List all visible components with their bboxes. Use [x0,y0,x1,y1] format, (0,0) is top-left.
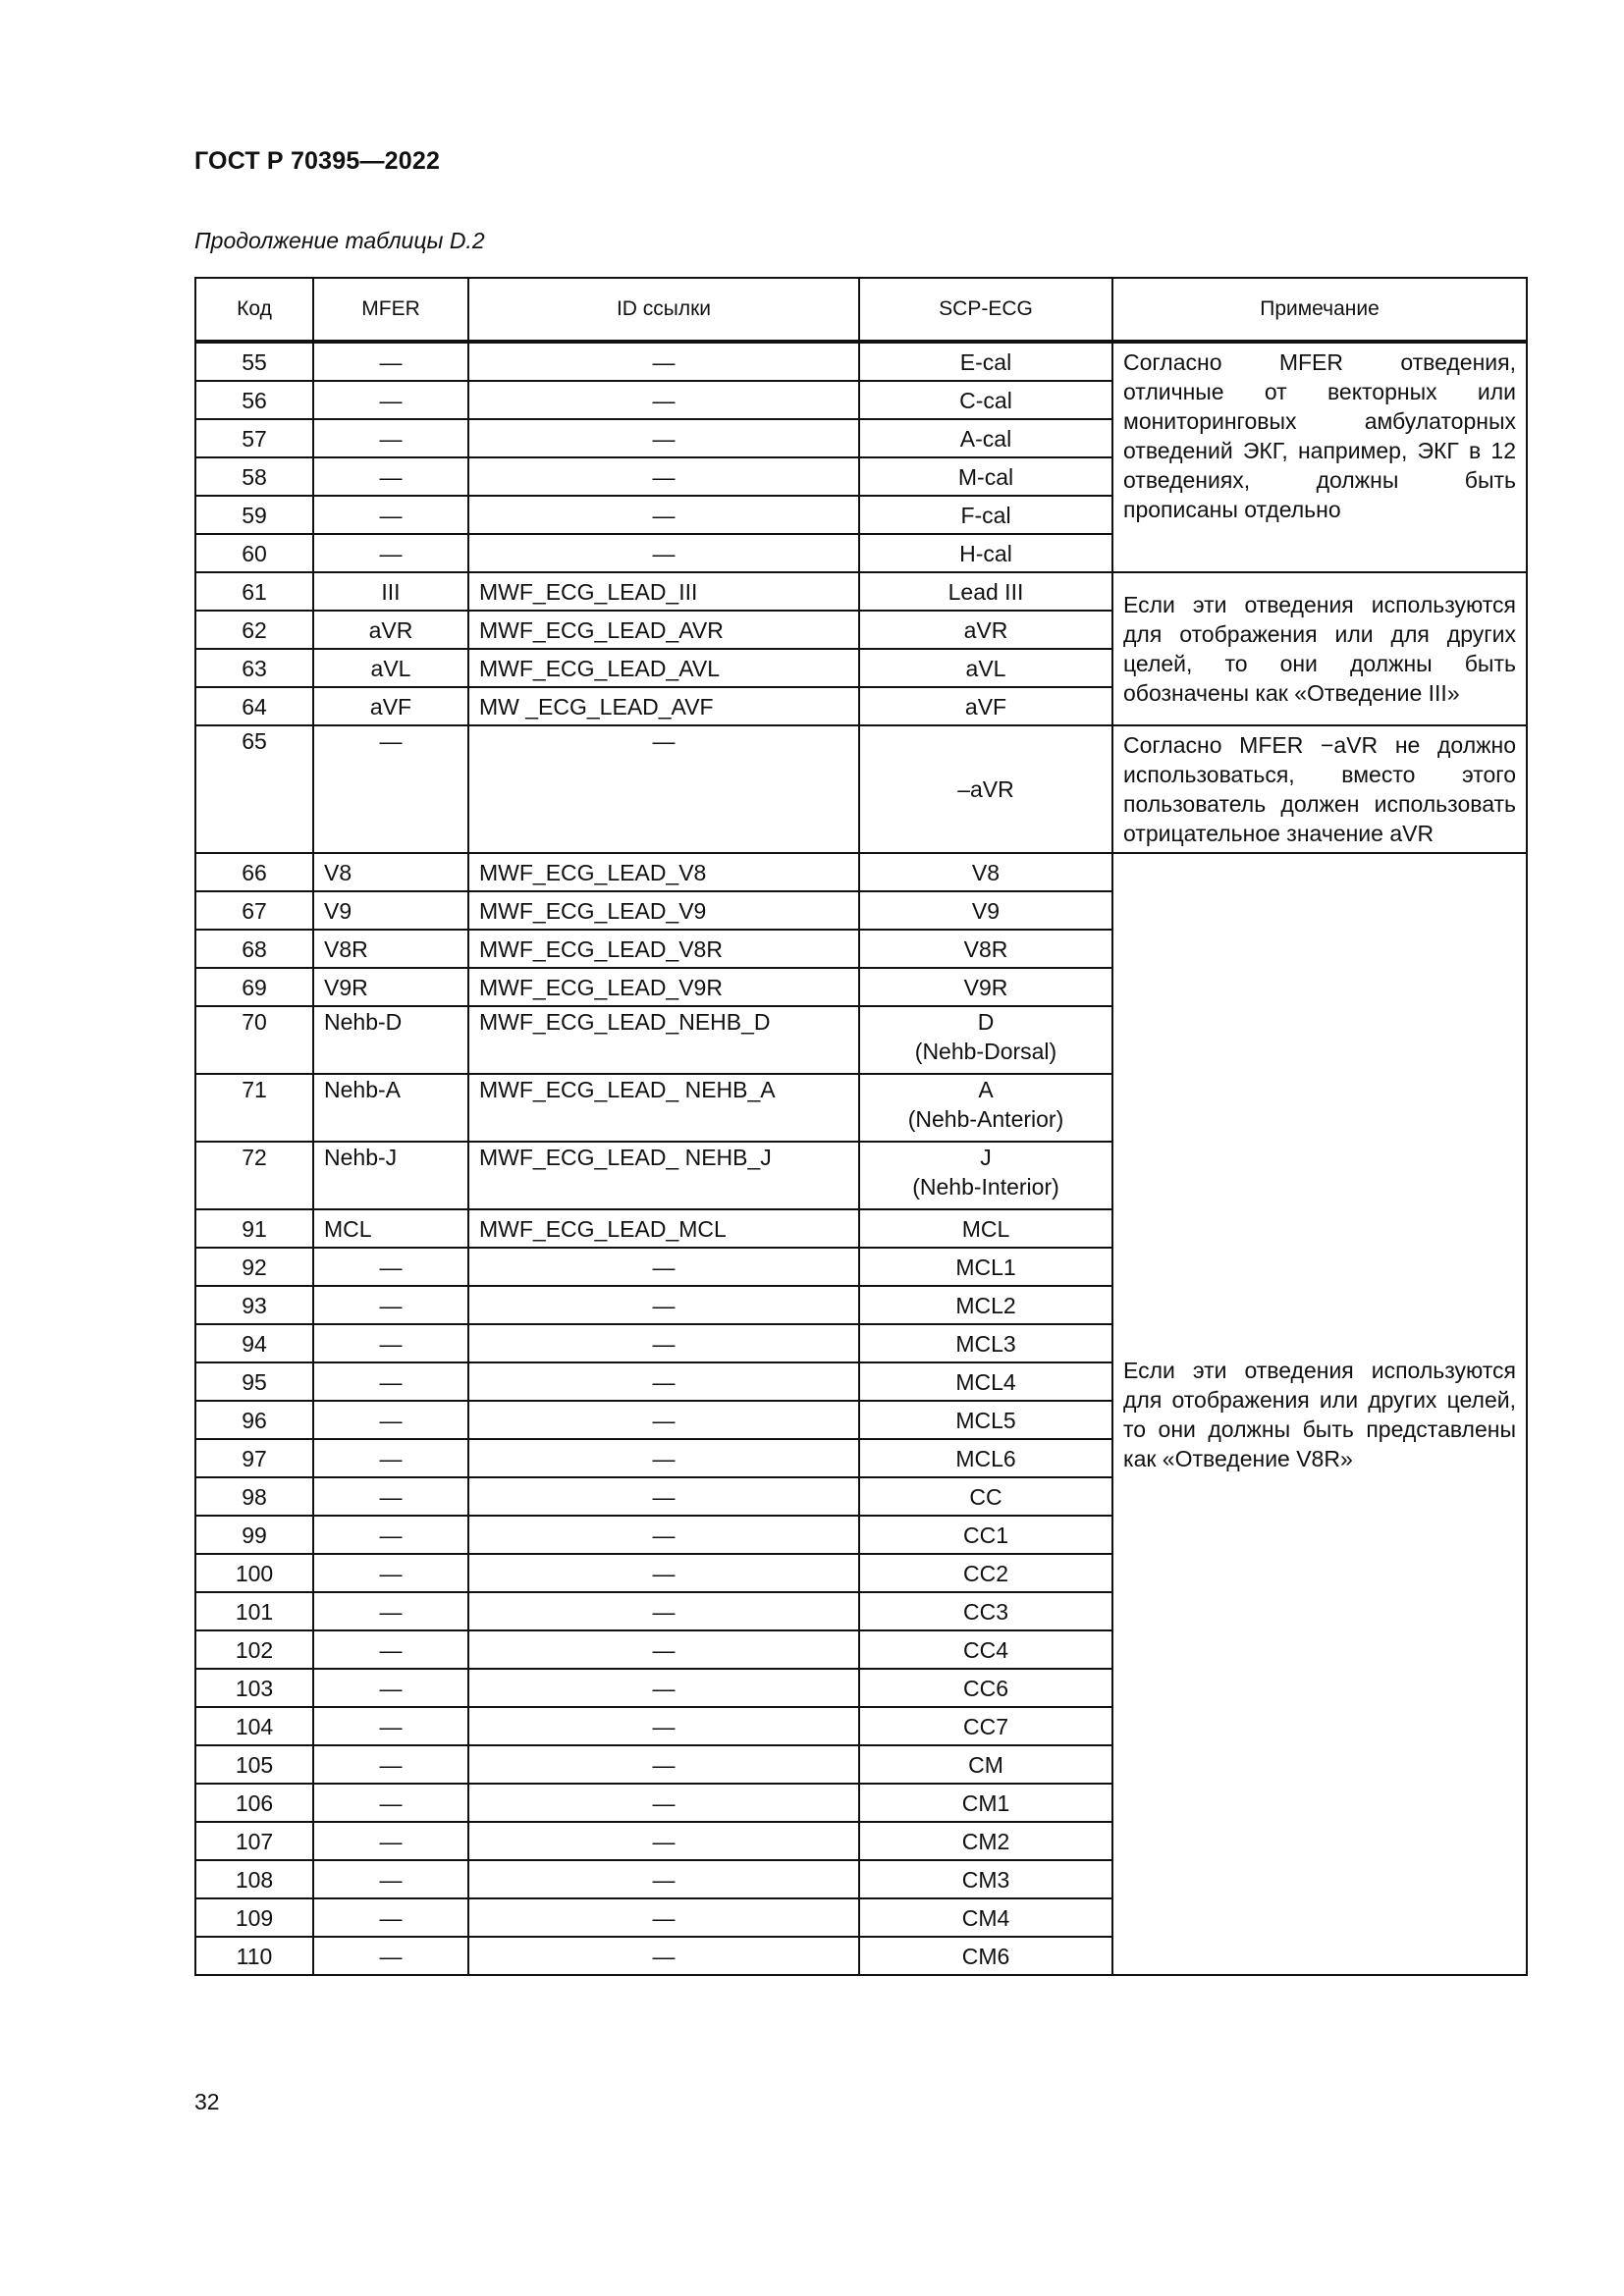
cell-mfer: — [313,725,468,853]
cell-code: 60 [195,534,313,572]
cell-code: 55 [195,342,313,381]
cell-id-reference: MWF_ECG_LEAD_AVL [468,649,859,687]
cell-id-reference: MWF_ECG_LEAD_ NEHB_J [468,1142,859,1209]
cell-id-reference: MWF_ECG_LEAD_AVR [468,611,859,649]
cell-code: 66 [195,853,313,891]
cell-mfer: — [313,1554,468,1592]
cell-code: 97 [195,1439,313,1477]
cell-scp-ecg: CC3 [859,1592,1112,1630]
cell-mfer: Nehb-A [313,1074,468,1142]
cell-code: 110 [195,1937,313,1975]
cell-scp-ecg: CC6 [859,1669,1112,1707]
cell-mfer: — [313,1822,468,1860]
cell-scp-ecg: aVF [859,687,1112,725]
cell-code: 95 [195,1362,313,1401]
cell-note: Согласно MFER −aVR не должно использоваться, вместо этого пользователь должен использовать отрицательное значение aVR [1112,725,1527,853]
cell-scp-ecg: CC [859,1477,1112,1516]
table-row [195,725,1527,853]
cell-id-reference: — [468,1707,859,1745]
cell-id-reference: MWF_ECG_LEAD_ NEHB_A [468,1074,859,1142]
table-body [195,342,1527,1975]
cell-id-reference: MW _ECG_LEAD_AVF [468,687,859,725]
cell-code: 62 [195,611,313,649]
cell-scp-ecg: F-cal [859,496,1112,534]
cell-scp-ecg: CC1 [859,1516,1112,1554]
cell-code: 93 [195,1286,313,1324]
cell-mfer: aVL [313,649,468,687]
cell-mfer: — [313,1745,468,1784]
cell-scp-ecg: MCL6 [859,1439,1112,1477]
leads-table [194,277,1528,1976]
cell-mfer: V8 [313,853,468,891]
cell-mfer: — [313,1669,468,1707]
cell-scp-ecg: H-cal [859,534,1112,572]
cell-mfer: Nehb-D [313,1006,468,1074]
cell-code: 69 [195,968,313,1006]
cell-scp-ecg: V9R [859,968,1112,1006]
cell-id-reference: — [468,1439,859,1477]
cell-id-reference: MWF_ECG_LEAD_V8R [468,930,859,968]
cell-scp-ecg: E-cal [859,342,1112,381]
table-caption: Продолжение таблицы D.2 [194,228,485,253]
column-header-code: Код [195,278,313,342]
cell-scp-ecg: V8 [859,853,1112,891]
cell-code: 72 [195,1142,313,1209]
table-header-row [195,278,1527,342]
column-header-id: ID ссылки [468,278,859,342]
cell-mfer: aVR [313,611,468,649]
cell-mfer: — [313,1898,468,1937]
cell-scp-ecg: CM6 [859,1937,1112,1975]
cell-code: 61 [195,572,313,611]
cell-code: 107 [195,1822,313,1860]
cell-code: 65 [195,725,313,853]
cell-id-reference: — [468,534,859,572]
cell-id-reference: MWF_ECG_LEAD_III [468,572,859,611]
cell-scp-ecg: CM2 [859,1822,1112,1860]
cell-code: 64 [195,687,313,725]
cell-mfer: — [313,1439,468,1477]
table-row [195,572,1527,611]
scp-ecg-sublabel: (Nehb-Anterior) [907,1106,1064,1132]
page-number: 32 [194,2089,220,2114]
cell-scp-ecg [859,1006,1112,1074]
cell-id-reference: — [468,1286,859,1324]
cell-mfer: — [313,1860,468,1898]
cell-scp-ecg: MCL3 [859,1324,1112,1362]
cell-mfer: — [313,496,468,534]
scp-ecg-sublabel: (Nehb-Interior) [912,1174,1059,1200]
cell-id-reference: MWF_ECG_LEAD_V9 [468,891,859,930]
cell-code: 91 [195,1209,313,1248]
cell-mfer: — [313,1516,468,1554]
scp-ecg-label: J [980,1145,992,1170]
cell-id-reference: — [468,1860,859,1898]
cell-code: 103 [195,1669,313,1707]
cell-scp-ecg: CM1 [859,1784,1112,1822]
cell-code: 94 [195,1324,313,1362]
cell-scp-ecg: MCL5 [859,1401,1112,1439]
cell-id-reference: MWF_ECG_LEAD_NEHB_D [468,1006,859,1074]
document-header: ГОСТ Р 70395—2022 [194,147,441,175]
cell-mfer: Nehb-J [313,1142,468,1209]
cell-code: 99 [195,1516,313,1554]
scp-ecg-label: D [977,1009,995,1035]
cell-id-reference: MWF_ECG_LEAD_MCL [468,1209,859,1248]
cell-mfer: — [313,381,468,419]
cell-code: 102 [195,1630,313,1669]
cell-scp-ecg: Lead III [859,572,1112,611]
cell-id-reference: — [468,496,859,534]
cell-scp-ecg: V8R [859,930,1112,968]
cell-id-reference: — [468,1630,859,1669]
table-container [194,277,1526,1976]
cell-code: 104 [195,1707,313,1745]
cell-note: Если эти отведения используются для отображения или других целей, то они должны быть представлены как «Отведение V8R» [1112,853,1527,1975]
cell-id-reference: — [468,1477,859,1516]
cell-scp-ecg [859,1074,1112,1142]
cell-scp-ecg: aVL [859,649,1112,687]
cell-id-reference: — [468,1401,859,1439]
cell-code: 101 [195,1592,313,1630]
cell-scp-ecg: M-cal [859,457,1112,496]
cell-id-reference: — [468,1248,859,1286]
cell-scp-ecg: V9 [859,891,1112,930]
cell-scp-ecg: MCL2 [859,1286,1112,1324]
cell-mfer: — [313,1477,468,1516]
cell-id-reference: — [468,1745,859,1784]
cell-mfer: — [313,1592,468,1630]
cell-scp-ecg: CM4 [859,1898,1112,1937]
cell-code: 106 [195,1784,313,1822]
cell-id-reference: — [468,419,859,457]
cell-id-reference: — [468,1592,859,1630]
cell-scp-ecg: CM3 [859,1860,1112,1898]
cell-scp-ecg: CC7 [859,1707,1112,1745]
cell-mfer: — [313,1286,468,1324]
cell-scp-ecg: CC2 [859,1554,1112,1592]
cell-id-reference: — [468,457,859,496]
cell-scp-ecg: –aVR [859,725,1112,853]
table-row [195,342,1527,381]
cell-code: 105 [195,1745,313,1784]
cell-mfer: — [313,1707,468,1745]
cell-scp-ecg: MCL [859,1209,1112,1248]
cell-code: 71 [195,1074,313,1142]
cell-mfer: — [313,1248,468,1286]
cell-id-reference: — [468,1324,859,1362]
cell-id-reference: — [468,1554,859,1592]
cell-scp-ecg: aVR [859,611,1112,649]
cell-id-reference: — [468,1822,859,1860]
cell-id-reference: — [468,725,859,853]
cell-id-reference: — [468,1669,859,1707]
column-header-mfer: MFER [313,278,468,342]
cell-code: 58 [195,457,313,496]
cell-code: 108 [195,1860,313,1898]
cell-id-reference: — [468,1898,859,1937]
cell-id-reference: — [468,381,859,419]
cell-code: 59 [195,496,313,534]
cell-mfer: V9 [313,891,468,930]
cell-code: 98 [195,1477,313,1516]
cell-mfer: — [313,1324,468,1362]
cell-code: 100 [195,1554,313,1592]
scp-ecg-label: A [978,1077,994,1102]
cell-note: Согласно MFER отведения, отличные от векторных или мониторинговых амбулаторных отведений ЭКГ, например, ЭКГ в 12 отведениях, должны быть прописаны отдельно [1112,342,1527,572]
cell-code: 68 [195,930,313,968]
cell-mfer: — [313,1630,468,1669]
cell-mfer: — [313,534,468,572]
cell-mfer: — [313,419,468,457]
cell-id-reference: — [468,1362,859,1401]
cell-mfer: — [313,1362,468,1401]
cell-scp-ecg: MCL4 [859,1362,1112,1401]
cell-scp-ecg: C-cal [859,381,1112,419]
cell-note: Если эти отведения используются для отображения или для других целей, то они должны быть обозначены как «Отведение III» [1112,572,1527,725]
cell-scp-ecg: CC4 [859,1630,1112,1669]
cell-code: 109 [195,1898,313,1937]
cell-mfer: — [313,457,468,496]
cell-mfer: — [313,1937,468,1975]
cell-code: 56 [195,381,313,419]
cell-id-reference: — [468,1784,859,1822]
cell-code: 67 [195,891,313,930]
cell-scp-ecg: CM [859,1745,1112,1784]
cell-mfer: aVF [313,687,468,725]
cell-id-reference: MWF_ECG_LEAD_V8 [468,853,859,891]
cell-mfer: — [313,342,468,381]
cell-scp-ecg: A-cal [859,419,1112,457]
cell-code: 92 [195,1248,313,1286]
cell-code: 96 [195,1401,313,1439]
cell-mfer: — [313,1401,468,1439]
column-header-note: Примечание [1112,278,1527,342]
cell-id-reference: MWF_ECG_LEAD_V9R [468,968,859,1006]
cell-code: 57 [195,419,313,457]
cell-id-reference: — [468,342,859,381]
cell-scp-ecg [859,1142,1112,1209]
cell-mfer: — [313,1784,468,1822]
cell-mfer: MCL [313,1209,468,1248]
cell-mfer: V8R [313,930,468,968]
scp-ecg-sublabel: (Nehb-Dorsal) [914,1039,1057,1064]
cell-code: 70 [195,1006,313,1074]
cell-mfer: III [313,572,468,611]
cell-id-reference: — [468,1937,859,1975]
cell-id-reference: — [468,1516,859,1554]
cell-code: 63 [195,649,313,687]
cell-mfer: V9R [313,968,468,1006]
table-row [195,853,1527,891]
column-header-scp-ecg: SCP-ECG [859,278,1112,342]
cell-scp-ecg: MCL1 [859,1248,1112,1286]
